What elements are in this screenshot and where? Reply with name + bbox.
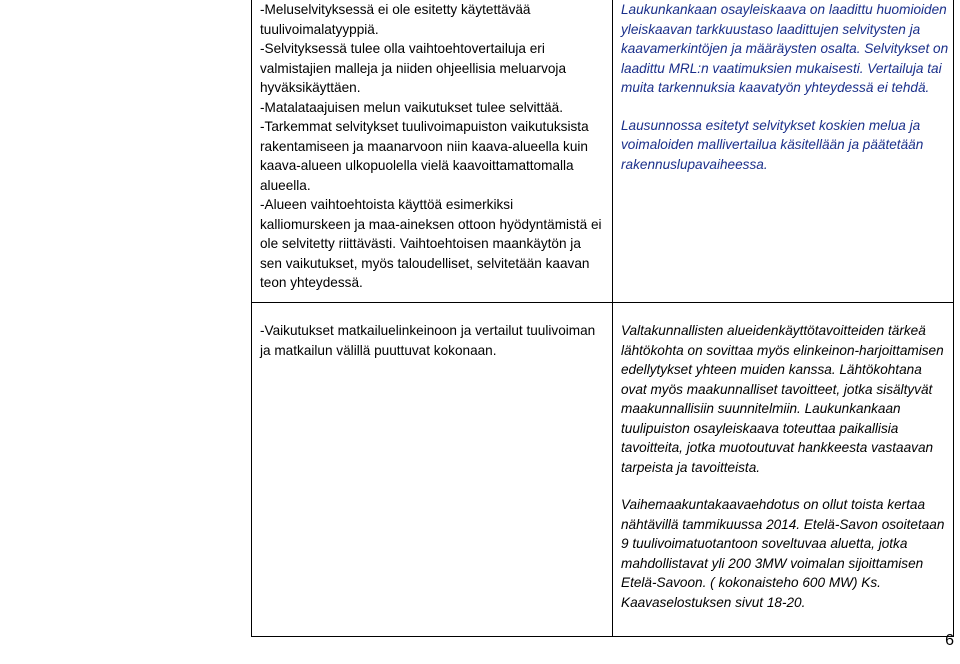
table-border-left (251, 0, 252, 637)
row1-response-cell (621, 0, 951, 174)
row2-statement-cell (260, 321, 605, 360)
statement-paragraph: -Vaikutukset matkailuelinkeinoon ja vertailut tuulivoiman ja matkailun välillä puuttuvat kokonaan. (260, 323, 596, 358)
table-border-right (953, 0, 954, 637)
statement-paragraph: -Tarkemmat selvitykset tuulivoimapuiston vaikutuksista rakentamiseen ja maanarvoon niin kaava-alueella kuin kaava-alueen ulkopuolella vielä kaavoittamattomalla alueella. (260, 119, 589, 193)
page-number: 6 (945, 632, 954, 649)
table-border-middle (612, 0, 613, 637)
response-paragraph: Lausunnossa esitetyt selvitykset koskien melua ja voimaloiden mallivertailua käsitellään ja päätetään rakennuslupavaiheessa. (621, 117, 924, 172)
row2-response-cell (621, 321, 951, 612)
statement-paragraph: -Selvityksessä tulee olla vaihtoehtovertailuja eri valmistajien malleja ja niiden ohjeellisia meluarvoja hyväksikäyttäen. (260, 41, 567, 95)
statement-paragraph: -Alueen vaihtoehtoista käyttöä esimerkiksi kalliomurskeen ja maa-aineksen ottoon hyödyntämistä ei ole selvitetty riittävästi. Vaihtoehtoisen maankäytön ja sen vaikutukset, myös taloudelliset, selvitetään kaavan teon yhteydessä. (260, 197, 602, 290)
statement-paragraph: -Matalataajuisen melun vaikutukset tulee selvittää. (260, 99, 563, 115)
table-row-divider (251, 302, 954, 303)
response-paragraph: Laukunkankaan osayleiskaava on laadittu huomioiden yleiskaavan tarkkuustaso laadittujen selvitysten ja kaavamerkintöjen ja määräysten osalta. Selvitykset on laadittu MRL:n vaatimuksien mukaisesti. Vertailuja tai muita tarkennuksia kaavatyön yhteydessä ei tehdä. (621, 2, 949, 95)
row1-statement-cell (260, 0, 605, 293)
response-paragraph: Valtakunnallisten alueidenkäyttötavoitteiden tärkeä lähtökohta on sovittaa myös elinkeinon-harjoittamisen edellytykset yhteen muiden kanssa. Lähtökohtana ovat myös maakunnalliset tavoitteet, jotka sisältyvät maakunnallisiin suunnitelmiin. Laukunkankaan tuulipuiston osayleiskaava toteuttaa paikallisia tavoitteita, jotka muotoutuvat hankkeesta vastaavan tarpeista ja tavoitteista. (621, 323, 944, 475)
response-paragraph: Vaihemaakuntakaavaehdotus on ollut toista kertaa nähtävillä tammikuussa 2014. Etelä-Savon osoitetaan 9 tuulivoimatuotantoon soveltuvaa aluetta, jotka mahdollistavat yli 200 3MW voimalan sijoittamisen Etelä-Savoon. ( kokonaisteho 600 MW) Ks. Kaavaselostuksen sivut 18-20. (621, 497, 945, 610)
statement-paragraph: -Meluselvityksessä ei ole esitetty käytettävää tuulivoimalatyyppiä. (260, 2, 531, 37)
table-bottom-border (251, 636, 954, 637)
